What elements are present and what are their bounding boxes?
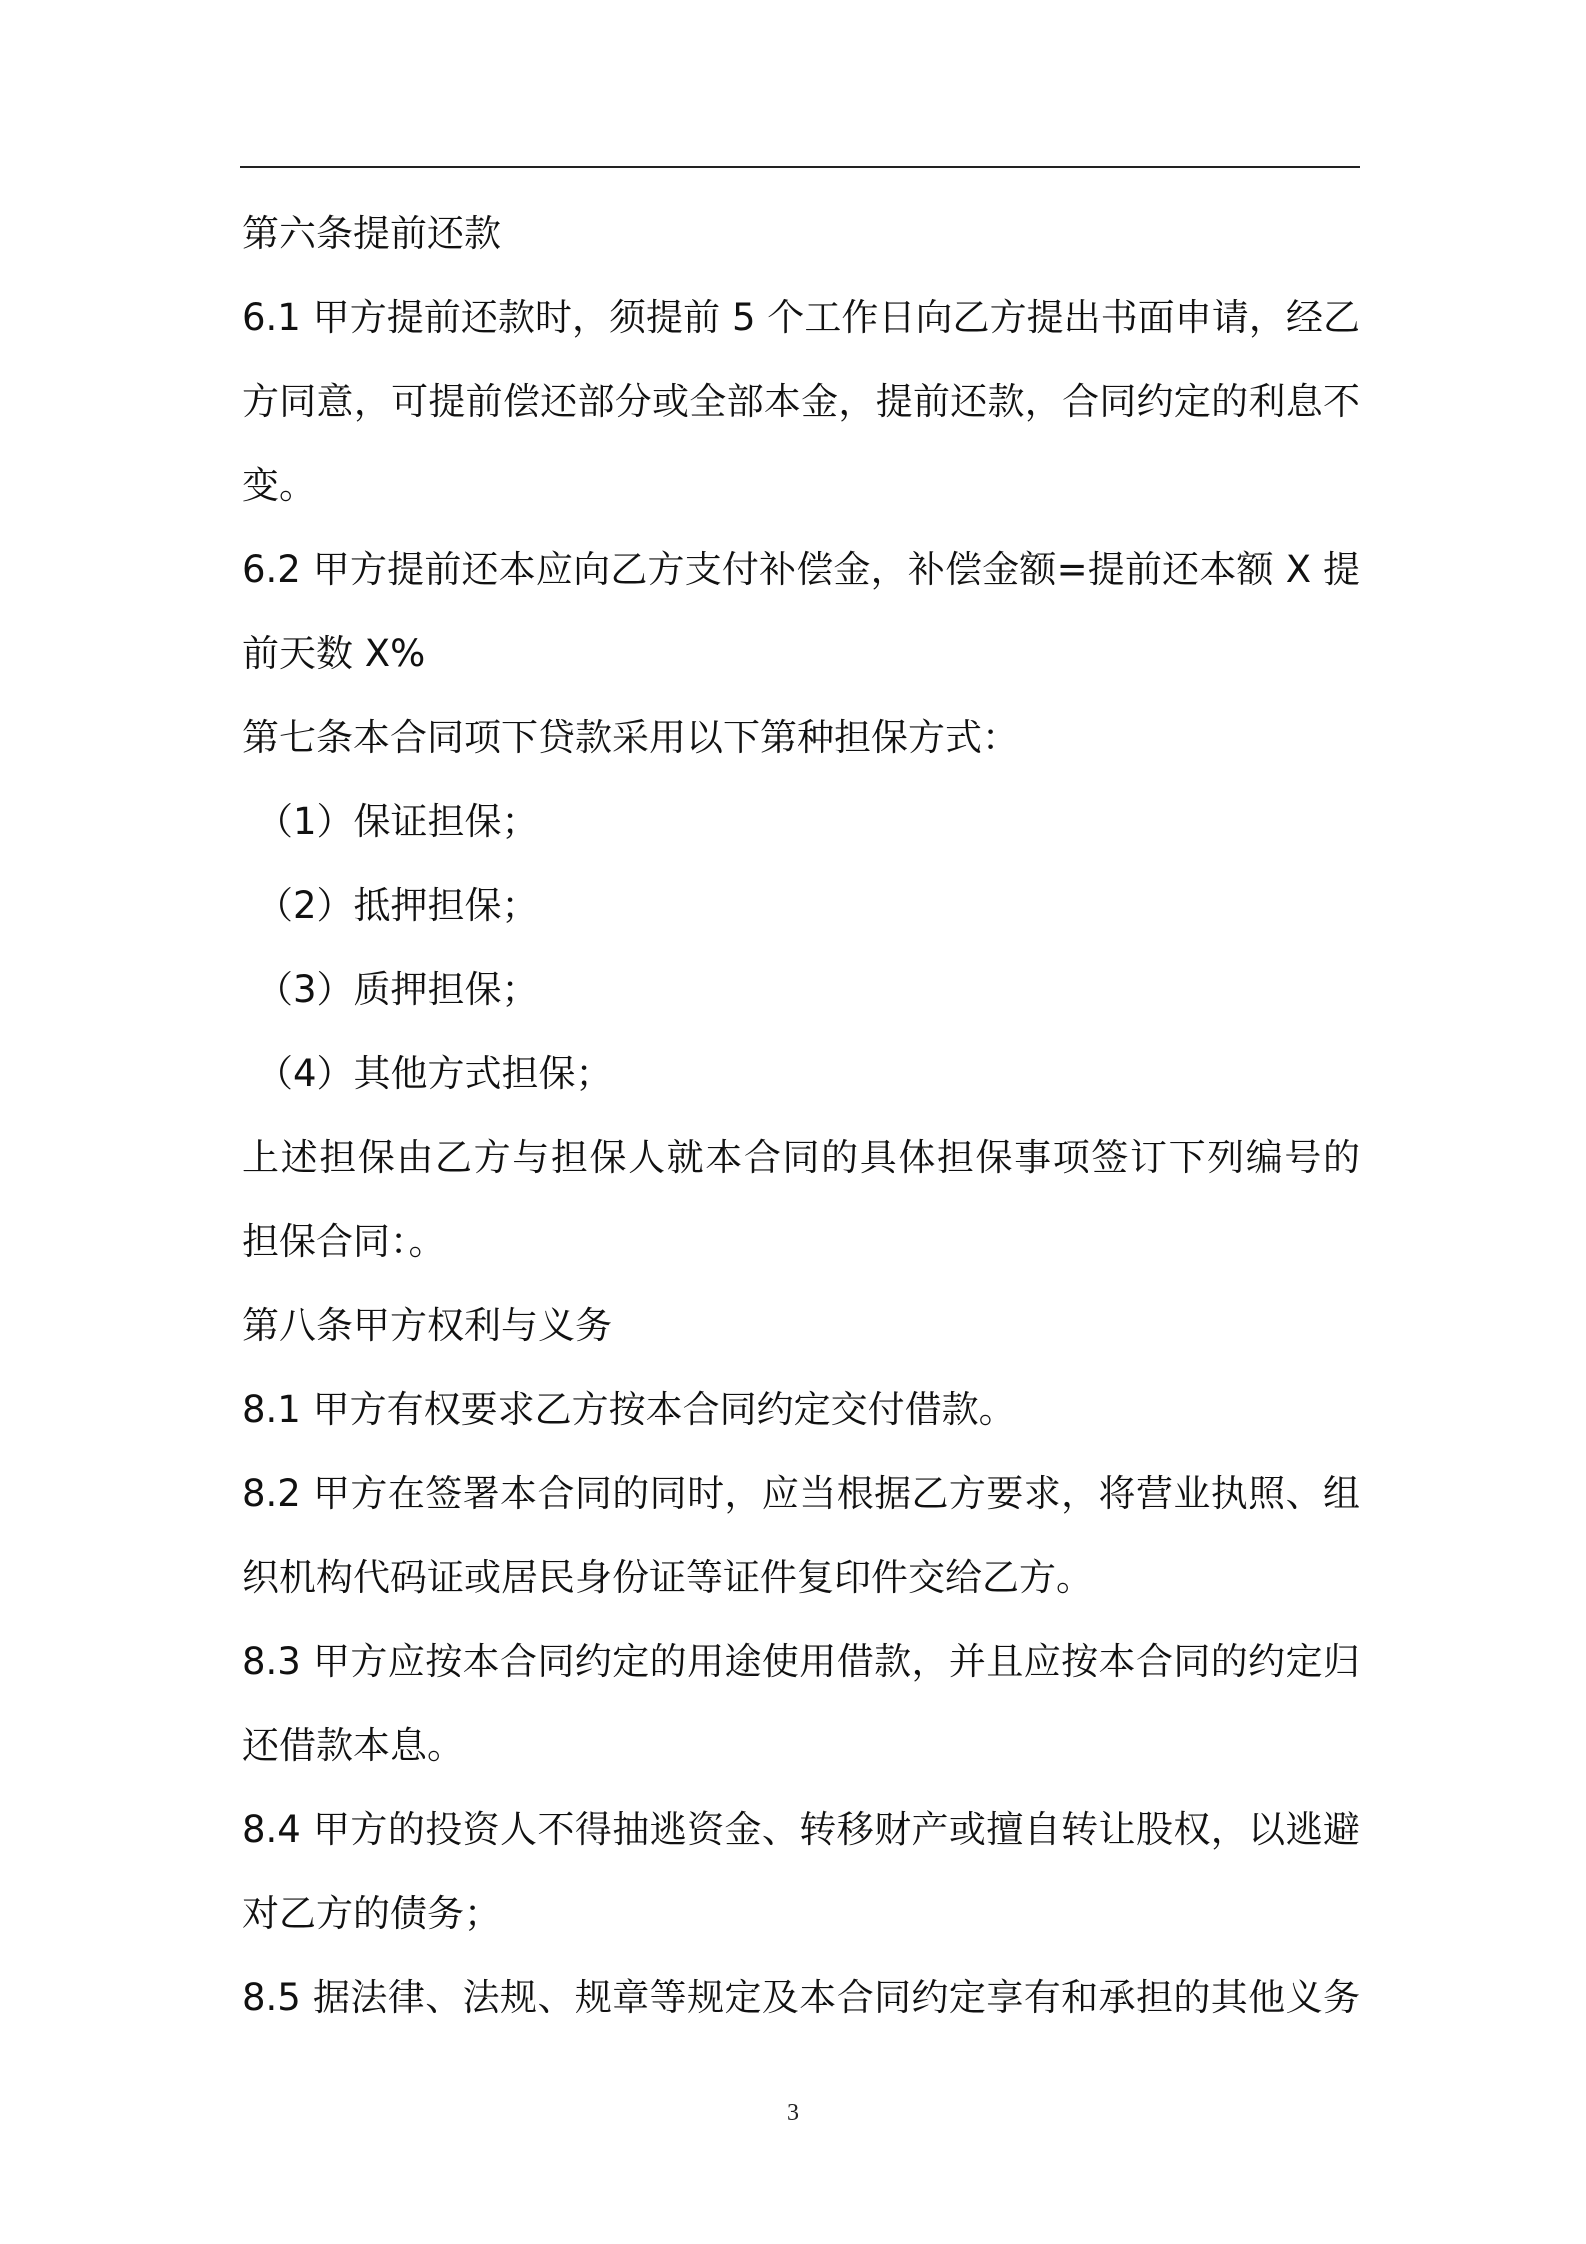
clause-6-1-line-2: 方同意，可提前偿还部分或全部本金，提前还款，合同约定的利息不	[242, 380, 1360, 423]
article-7-heading: 第七条本合同项下贷款采用以下第种担保方式：	[242, 716, 1019, 759]
clause-8-4-line-1: 8.4 甲方的投资人不得抽逃资金、转移财产或擅自转让股权，以逃避	[242, 1808, 1360, 1851]
header-rule	[240, 166, 1360, 168]
guarantee-option-2: （2）抵押担保；	[256, 884, 539, 927]
page-number: 3	[787, 2100, 799, 2126]
article-6-heading: 第六条提前还款	[242, 212, 501, 255]
clause-8-3-line-1: 8.3 甲方应按本合同约定的用途使用借款，并且应按本合同的约定归	[242, 1640, 1360, 1683]
clause-8-2-line-1: 8.2 甲方在签署本合同的同时，应当根据乙方要求，将营业执照、组	[242, 1472, 1360, 1515]
guarantee-option-3: （3）质押担保；	[256, 968, 539, 1011]
clause-8-1: 8.1 甲方有权要求乙方按本合同约定交付借款。	[242, 1388, 1016, 1431]
clause-6-1-line-1: 6.1 甲方提前还款时，须提前 5 个工作日向乙方提出书面申请，经乙	[242, 296, 1360, 339]
guarantee-option-1: （1）保证担保；	[256, 800, 539, 843]
guarantee-contract-line-1: 上述担保由乙方与担保人就本合同的具体担保事项签订下列编号的	[242, 1136, 1360, 1179]
clause-6-2-line-2: 前天数 X%	[242, 632, 426, 675]
guarantee-contract-line-2: 担保合同：。	[242, 1220, 446, 1263]
clause-8-2-line-2: 织机构代码证或居民身份证等证件复印件交给乙方。	[242, 1556, 1093, 1599]
clause-6-1-line-3: 变。	[242, 464, 316, 507]
clause-8-4-line-2: 对乙方的债务；	[242, 1892, 501, 1935]
guarantee-option-4: （4）其他方式担保；	[256, 1052, 613, 1095]
clause-8-5-line-1: 8.5 据法律、法规、规章等规定及本合同约定享有和承担的其他义务	[242, 1976, 1360, 2019]
document-body	[242, 192, 1360, 2040]
article-8-heading: 第八条甲方权利与义务	[242, 1304, 612, 1347]
clause-8-3-line-2: 还借款本息。	[242, 1724, 464, 1767]
clause-6-2-line-1: 6.2 甲方提前还本应向乙方支付补偿金，补偿金额=提前还本额 X 提	[242, 548, 1360, 591]
